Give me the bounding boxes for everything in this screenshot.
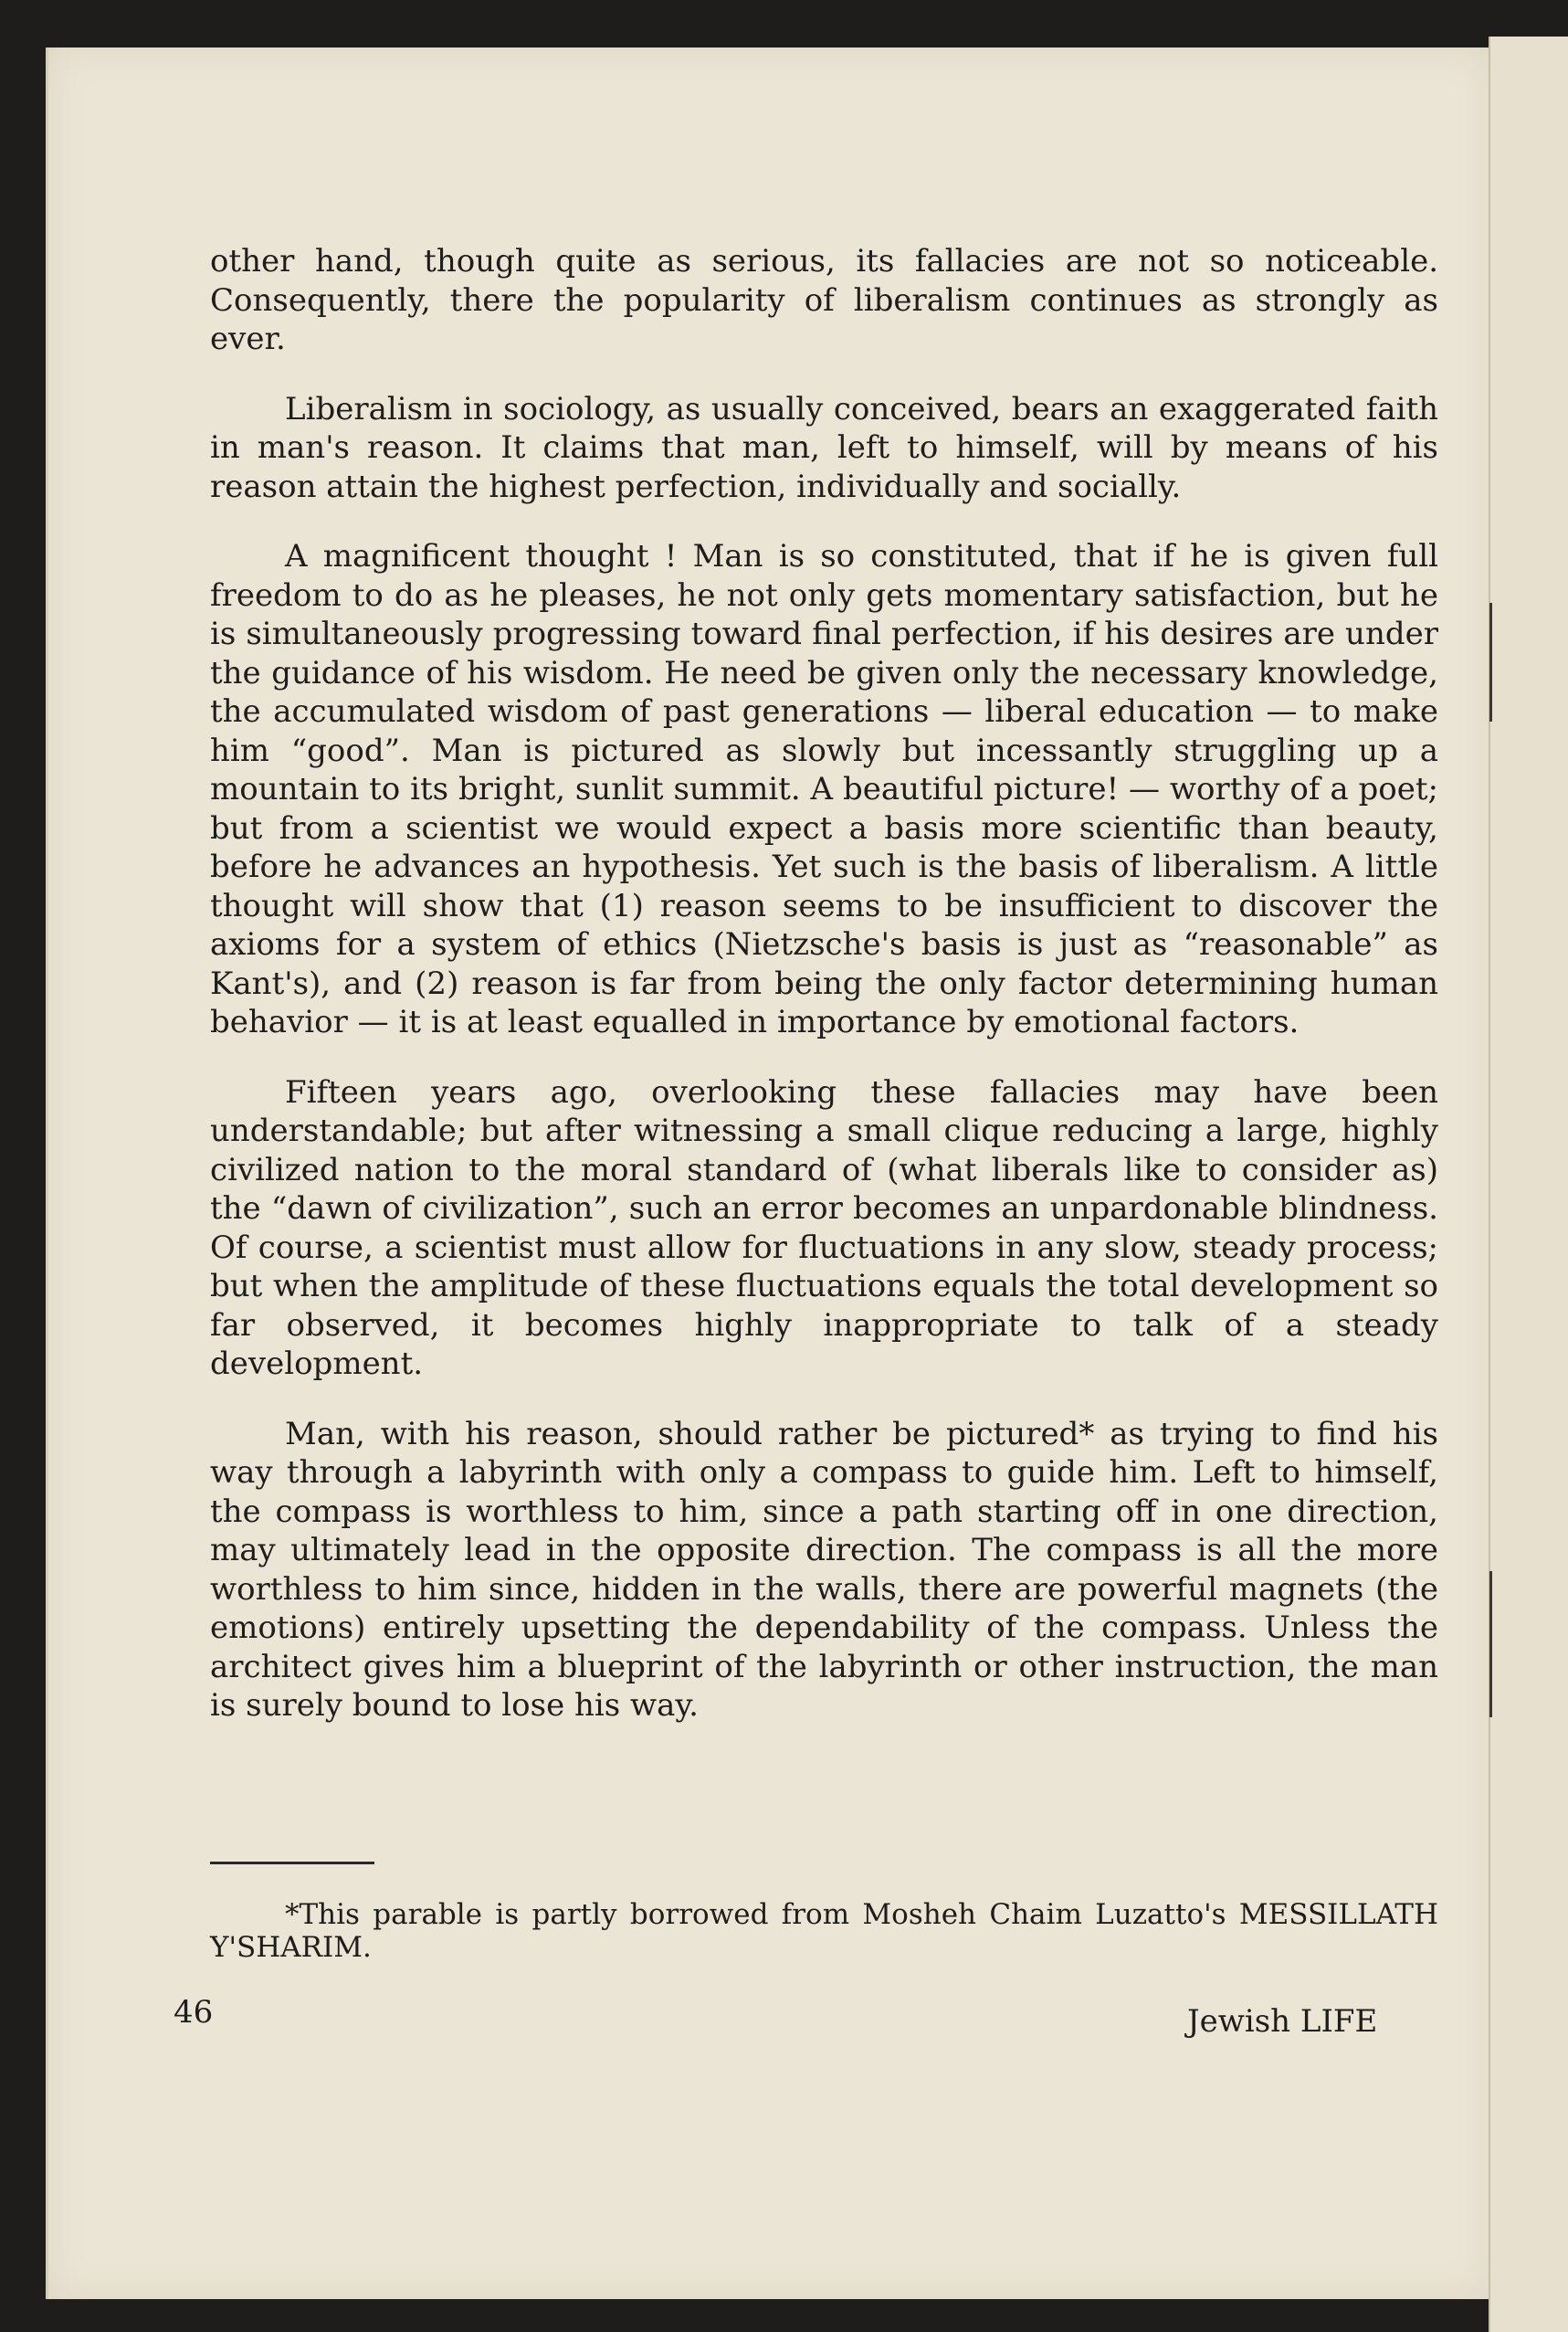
margin-mark <box>1489 1571 1492 1717</box>
facing-page-edge <box>1489 37 1568 2332</box>
paragraph: A magnificent thought ! Man is so constituted, that if he is given full freedom to do as he pleases, he not only gets momentary satisfaction, but he is simultaneously progressing toward final perfection, if his desires are under the guidance of his wisdom. He need be given only the necessary knowledge, the accumulated wisdom of past generations — liberal education — to make him “good”. Man is pictured as slowly but incessantly struggling up a mountain to its bright, sunlit summit. A beautiful picture! — worthy of a poet; but from a scientist we would expect a basis more scientific than beauty, before he advances an hypothesis. Yet such is the basis of liberalism. A little thought will show that (1) reason seems to be insufficient to discover the axioms for a system of ethics (Nietzsche's basis is just as “reasonable” as Kant's), and (2) reason is far from being the only factor determining human behavior — it is at least equalled in importance by emotional factors. <box>210 538 1438 1040</box>
footnote: *This parable is partly borrowed from Mosheh Chaim Luzatto's MESSILLATH Y'SHARIM. <box>210 1898 1438 1964</box>
margin-mark <box>1489 603 1492 722</box>
footnote-divider <box>210 1862 374 1864</box>
article-body <box>210 242 1438 1757</box>
page-number: 46 <box>174 1994 214 2031</box>
paragraph: Liberalism in sociology, as usually conceived, bears an exaggerated faith in man's reason. It claims that man, left to himself, will by means of his reason attain the highest perfection, individually and socially. <box>210 390 1438 505</box>
running-footer: Jewish LIFE <box>1187 2003 1378 2040</box>
paragraph: other hand, though quite as serious, its fallacies are not so noticeable. Consequently, there the popularity of liberalism continues as strongly as ever. <box>210 243 1438 357</box>
paragraph: Man, with his reason, should rather be pictured* as trying to find his way through a labyrinth with only a compass to guide him. Left to himself, the compass is worthless to him, since a path starting off in one direction, may ultimately lead in the opposite direction. The compass is all the more worthless to him since, hidden in the walls, there are powerful magnets (the emotions) entirely upsetting the dependability of the compass. Unless the architect gives him a blueprint of the labyrinth or other instruction, the man is surely bound to lose his way. <box>210 1415 1438 1724</box>
paragraph: Fifteen years ago, overlooking these fallacies may have been understandable; but after witnessing a small clique reducing a large, highly civilized nation to the moral standard of (what liberals like to consider as) the “dawn of civilization”, such an error becomes an unpardonable blindness. Of course, a scientist must allow for fluctuations in any slow, steady process; but when the amplitude of these fluctuations equals the total development so far observed, it becomes highly inappropriate to talk of a steady development. <box>210 1073 1438 1382</box>
